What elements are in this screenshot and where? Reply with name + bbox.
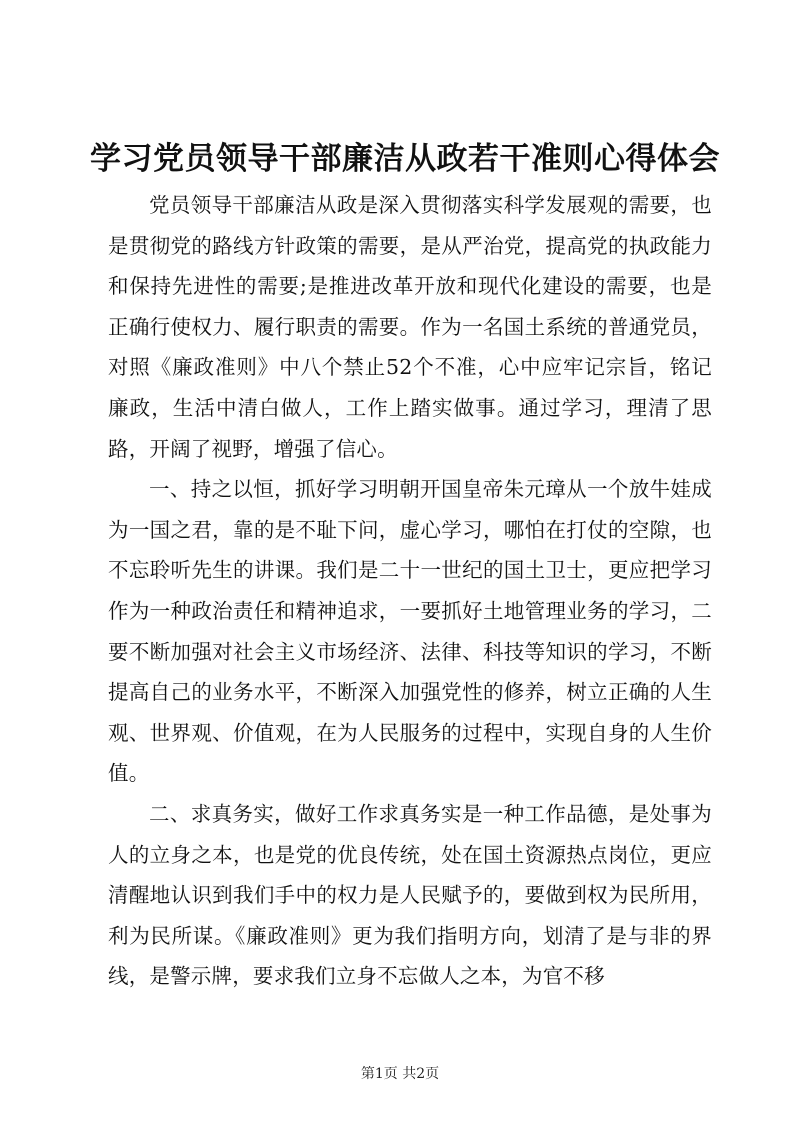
paragraph-section-two: 二、求真务实，做好工作求真务实是一种工作品德，是处事为人的立身之本，也是党的优良传统，处在国土资源热点岗位，更应清醒地认识到我们手中的权力是人民赋予的，要做到权为民所用，利为民所谋。《廉政准则》更为我们指明方向，划清了是与非的界线，是警示牌，要求我们立身不忘做人之本，为官不移: [108, 801, 712, 989]
page-number-footer: 第1页 共2页: [360, 1066, 440, 1082]
document-body: [108, 185, 712, 997]
paragraph-intro: 党员领导干部廉洁从政是深入贯彻落实科学发展观的需要，也是贯彻党的路线方针政策的需要，是从严治党，提高党的执政能力和保持先进性的需要;是推进改革开放和现代化建设的需要，也是正确行使权力、履行职责的需要。作为一名国土系统的普通党员，对照《廉政准则》中八个禁止52个不准，心中应牢记宗旨，铭记廉政，生活中清白做人，工作上踏实做事。通过学习，理清了思路，开阔了视野，增强了信心。: [108, 193, 712, 461]
paragraph-section-one: 一、持之以恒，抓好学习明朝开国皇帝朱元璋从一个放牛娃成为一国之君，靠的是不耻下问，虚心学习，哪怕在打仗的空隙，也不忘聆听先生的讲课。我们是二十一世纪的国土卫士，更应把学习作为一种政治责任和精神追求，一要抓好土地管理业务的学习，二要不断加强对社会主义市场经济、法律、科技等知识的学习，不断提高自己的业务水平，不断深入加强党性的修养，树立正确的人生观、世界观、价值观，在为人民服务的过程中，实现自身的人生价值。: [108, 477, 712, 786]
document-title: 学习党员领导干部廉洁从政若干准则心得体会: [90, 141, 720, 177]
